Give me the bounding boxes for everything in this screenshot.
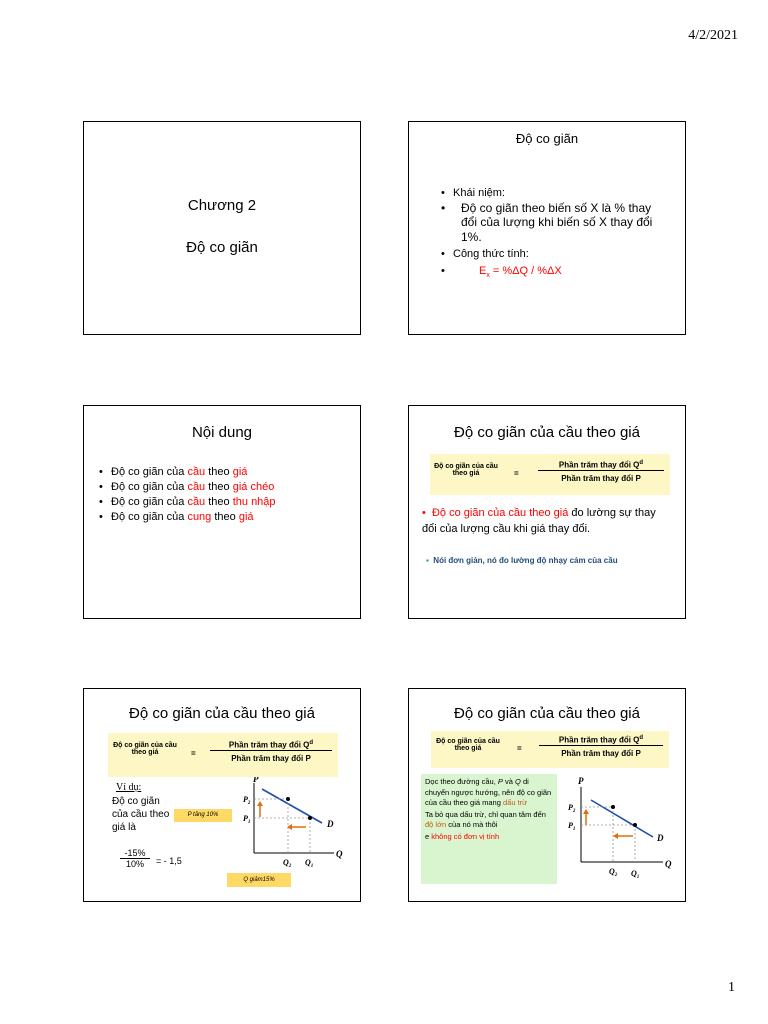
numerator: Phần trăm thay đổi $Q^d$ — [228, 740, 314, 750]
fraction — [539, 735, 663, 758]
svg-text:P2: $P_2$ — [243, 795, 251, 806]
svg-text:Q1: $Q_1$ — [305, 858, 314, 869]
denominator: Phần trăm thay đổi P — [538, 470, 664, 483]
point-b — [633, 823, 637, 827]
formula-box — [108, 733, 338, 777]
definition-text: • Độ co giãn của cầu theo giá đo lường sự thay đổi của lượng cầu khi giá thay đổi. — [422, 507, 656, 535]
slide-6 — [408, 688, 686, 902]
svg-text:P: P — [578, 776, 584, 786]
up-arrow-icon — [257, 801, 263, 817]
demand-curve — [591, 800, 653, 837]
svg-text:P: P — [253, 777, 259, 784]
formula: $E_x = \%\Delta Q / \%\Delta X$ — [479, 264, 562, 280]
p-change-note: P tăng 10% — [174, 809, 232, 822]
equals-sign: = — [191, 749, 196, 758]
list-item: • Độ co giãn của cung theo giá — [99, 510, 349, 525]
list-item: • Khái niệm: — [441, 186, 667, 201]
formula-box — [430, 454, 670, 495]
chapter-label: Chương 2 — [187, 197, 257, 214]
svg-text:Q2: $Q_2$ — [609, 867, 618, 878]
list-item: • Độ co giãn của cầu theo giá — [99, 465, 349, 480]
up-arrow-icon — [583, 809, 589, 825]
slide-title: Độ co giãn của cầu theo giá — [454, 424, 640, 441]
note-paragraph-3: e không có đơn vị tính — [425, 831, 500, 841]
slide-title: Độ co giãn của cầu theo giá — [129, 705, 315, 722]
svg-text:P1: $P_1$ — [243, 814, 251, 825]
numerator: Phần trăm thay đổi $Q^d$ — [558, 735, 644, 745]
example-text: Độ co giãn của cầu theo giá là — [112, 796, 170, 833]
point-b — [308, 816, 312, 820]
fraction — [538, 460, 664, 483]
calc-result: = - 1,5 — [156, 856, 182, 866]
numerator: Phần trăm thay đổi $Q^d$ — [558, 460, 644, 470]
note-box — [421, 774, 557, 884]
list-item — [441, 264, 667, 281]
svg-text:D: D — [657, 833, 664, 843]
slide-title: Độ co giãn của cầu theo giá — [454, 705, 640, 722]
left-arrow-icon — [613, 833, 633, 839]
svg-text:Q2: $Q_2$ — [283, 858, 292, 869]
svg-text:Q: Q — [665, 859, 672, 869]
list-item: • Công thức tính: — [441, 247, 667, 262]
formula-lhs: Độ co giãn của cầu theo giá — [113, 742, 177, 756]
example-label: Ví dụ: — [116, 782, 142, 793]
slide-title: Nội dung — [191, 424, 253, 441]
equals-sign: = — [517, 744, 522, 753]
slide-title: Độ co giãn — [515, 131, 579, 146]
date: 4/2/2021 — [688, 28, 738, 43]
slide-4 — [408, 405, 686, 619]
calc-fraction: -15% 10% — [120, 848, 150, 869]
formula-box — [431, 731, 669, 768]
formula-lhs: Độ co giãn của cầu theo giá — [436, 738, 500, 752]
svg-text:Q: Q — [336, 849, 343, 859]
page-number: 1 — [728, 980, 735, 995]
demand-graph — [561, 775, 675, 880]
content-list — [99, 465, 349, 524]
note-text: ▪ Nói đơn giản, nó đo lường độ nhạy cảm của cầu — [426, 556, 618, 565]
slide-1 — [83, 121, 361, 335]
slide-2 — [408, 121, 686, 335]
formula-lhs: Độ co giãn của cầu theo giá — [434, 463, 498, 477]
svg-text:P1: $P_1$ — [568, 821, 576, 832]
svg-text:D: D — [327, 819, 334, 829]
q-change-note: Q giảm15% — [227, 873, 291, 887]
note-paragraph-1: Dọc theo đường cầu, P và Q di chuyển ngược hướng, nên độ co giãn của cầu theo giá mang dấu trừ — [425, 777, 552, 807]
denominator: Phần trăm thay đổi P — [210, 750, 332, 763]
note-paragraph-2: Ta bỏ qua dấu trừ, chỉ quan tâm đến độ lớn của nó mà thôi — [425, 809, 546, 829]
list-item: • Độ co giãn của cầu theo giá chéo — [99, 480, 349, 495]
demand-graph — [234, 777, 344, 872]
left-arrow-icon — [287, 824, 306, 830]
fraction — [210, 740, 332, 763]
svg-text:P2: $P_2$ — [568, 803, 576, 814]
chapter-title: Độ co giãn — [186, 239, 258, 256]
point-a — [286, 797, 290, 801]
bullet-list — [441, 186, 667, 280]
denominator: Phần trăm thay đổi P — [539, 745, 663, 758]
list-item: • Độ co giãn theo biến số X là % thay đổi của lượng khi biến số X thay đổi 1%. — [441, 201, 667, 244]
equals-sign: = — [514, 469, 519, 478]
slide-3 — [83, 405, 361, 619]
svg-text:Q1: $Q_1$ — [631, 869, 640, 880]
slide-5 — [83, 688, 361, 902]
list-item: • Độ co giãn của cầu theo thu nhập — [99, 495, 349, 510]
point-a — [611, 805, 615, 809]
